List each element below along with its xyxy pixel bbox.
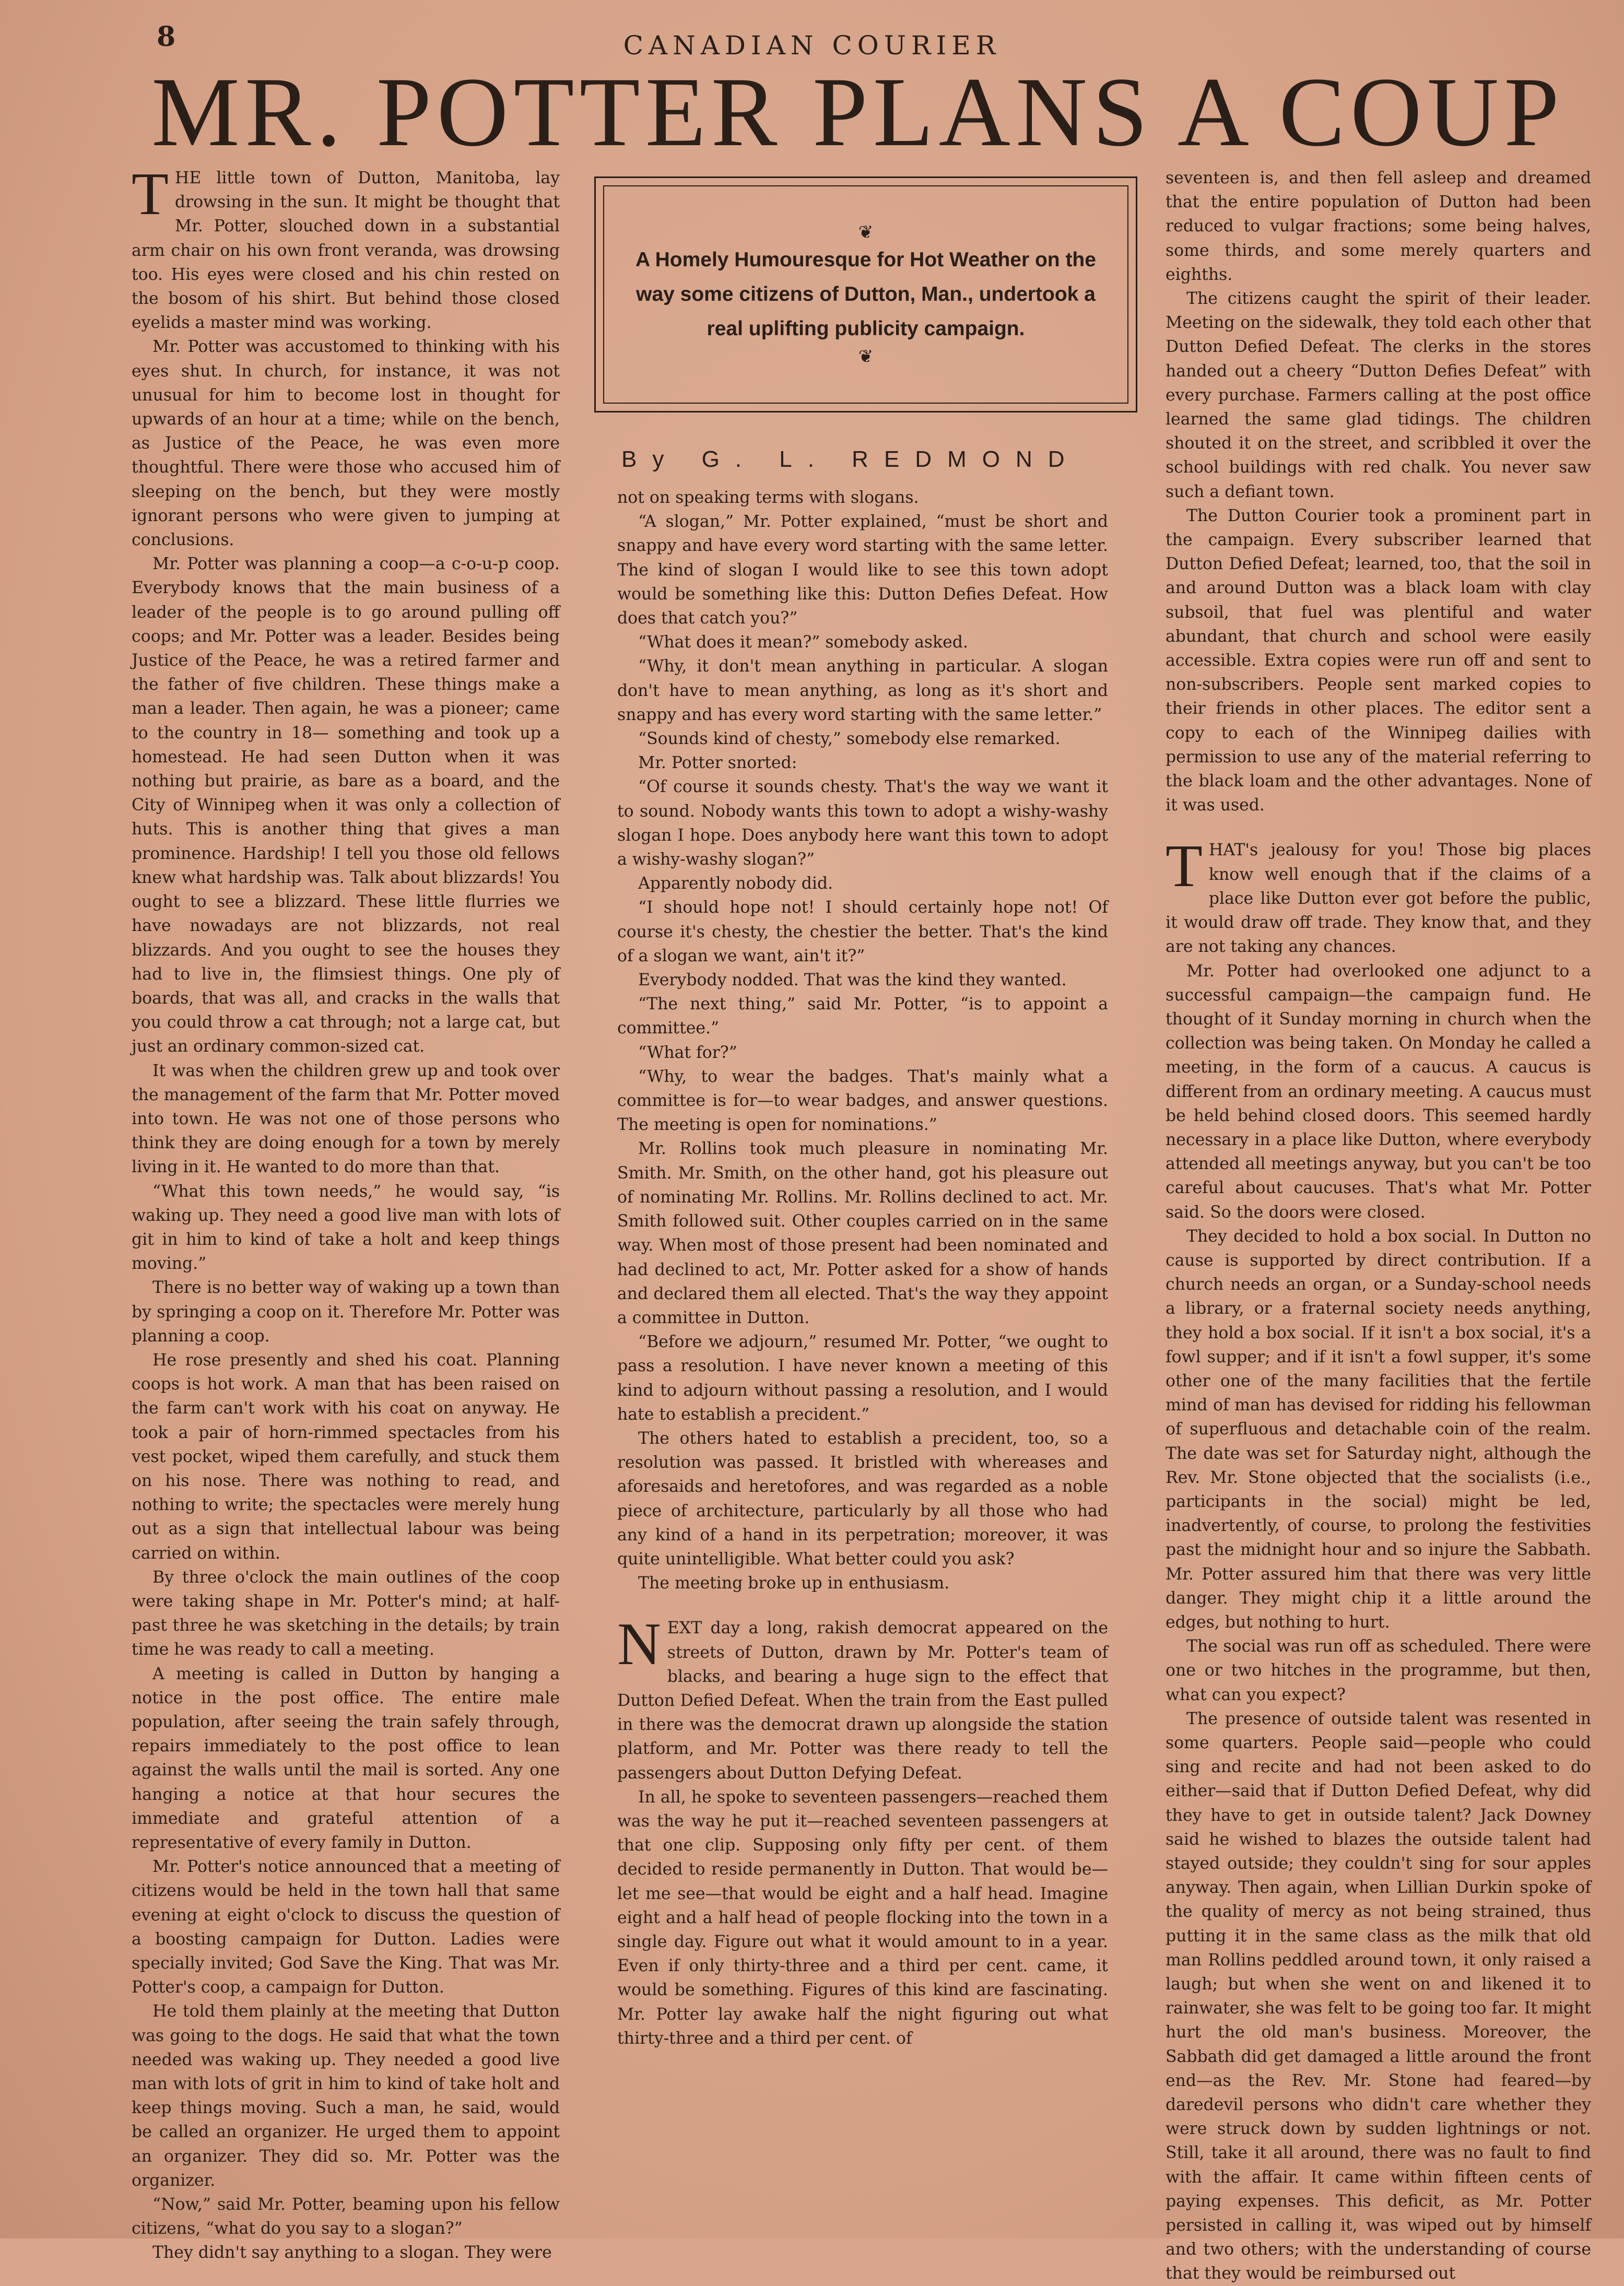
paragraph: Mr. Potter was accustomed to thinking with his eyes shut. In church, for instance, it was not unusual for him to become lost in thought for upwards of an hour at a time; while on the bench, as Justice of the Peace, he was even more thoughtful. There were those who accused him of sleeping on the bench, but they were mostly ignorant persons who were given to jumping at conclusions. bbox=[132, 337, 560, 550]
paragraph: not on speaking terms with slogans. bbox=[617, 488, 919, 507]
paragraph: By three o'clock the main outlines of the coop were taking shape in Mr. Potter's mind; at half-past three he was sketching in the details; by train time he was ready to call a meeting. bbox=[132, 1568, 560, 1659]
paragraph: “Sounds kind of chesty,” somebody else remarked. bbox=[638, 729, 1061, 749]
paragraph: THAT's jealousy for you! Those big places know well enough that if the claims of a place like Dutton ever got before the public, it would draw off trade. They know that, and they are not taking any chances. bbox=[1166, 833, 1591, 957]
paragraph: Mr. Potter had overlooked one adjunct to a successful campaign—the campaign fund. He thought of it Sunday morning in church when the collection was being taken. On Monday he called a meeting, in the form of a caucus. A caucus is different from an ordinary meeting. A caucus must be held behind closed doors. This seemed hardly necessary in a place like Dutton, where everybody attended all meetings anyway, but you can't be too careful about caucuses. That's what Mr. Potter said. So the doors were closed. bbox=[1166, 961, 1591, 1222]
paragraph: He told them plainly at the meeting that Dutton was going to the dogs. He said that what the town needed was waking up. They needed a good live man with lots of grit in him to kind of take holt and keep things moving. Such a man, he said, would be called an organizer. He urged them to appoint an organizer. They did so. Mr. Potter was the organizer. bbox=[132, 2002, 560, 2190]
paragraph: Mr. Potter snorted: bbox=[638, 753, 797, 773]
paragraph: NEXT day a long, rakish democrat appeared on the streets of Dutton, drawn by Mr. Potter's team of blacks, and bearing a huge sign to the effect that Dutton Defied Defeat. When the train from the East pulled in there was the democrat drawn up alongside the station platform, and Mr. Potter was there ready to tell the passengers about Dutton Defying Defeat. bbox=[617, 1611, 1108, 1783]
paragraph: In all, he spoke to seventeen passengers—reached them was the way he put it—reached seventeen passengers at that one clip. Supposing only fifty per cent. of them decided to reside permanently in Dutton. That would be—let me see—that would be eight and a half head. Imagine eight and a half head of people flocking into the town in a single day. Figure out what it would amount to in a year. Even if only thirty-three and a third per cent. came, it would be something. Figures of this kind are fascinating. Mr. Potter lay awake half the night figuring out what thirty-three and a third per cent. of bbox=[617, 1787, 1108, 2048]
paragraph: The others hated to establish a precident, too, so a resolution was passed. It bristled with whereases and aforesaids and heretofores, and was regarded as a noble piece of architecture, particularly by all those who had any kind of a hand in its perpetration; moreover, it was quite unintelligible. What better could you ask? bbox=[617, 1429, 1108, 1569]
column-1 bbox=[132, 161, 560, 2263]
paragraph: It was when the children grew up and took over the management of the farm that Mr. Potter moved into town. He was not one of those persons who think they are doing enough for a town by merely living in it. He wanted to do more than that. bbox=[132, 1061, 560, 1177]
paragraph: “Now,” said Mr. Potter, beaming upon his fellow citizens, “what do you say to a slogan?” bbox=[132, 2195, 560, 2238]
paragraph: Mr. Rollins took much pleasure in nominating Mr. Smith. Mr. Smith, on the other hand, got his pleasure out of nominating Mr. Rollins. Mr. Rollins declined to act. Mr. Smith followed suit. Other couples carried on in the same way. When most of those present had been nominated and had declined to act, Mr. Potter asked for a show of hands and declared them all elected. That's the way they appoint a committee in Dutton. bbox=[617, 1139, 1108, 1327]
paragraph: “What for?” bbox=[638, 1043, 737, 1062]
paragraph: “Before we adjourn,” resumed Mr. Potter, “we ought to pass a resolution. I have never known a meeting of this kind to adjourn without passing a resolution, and I would hate to establish a precident.” bbox=[617, 1333, 1108, 1424]
column-2 bbox=[617, 486, 1108, 2240]
drop-cap: N bbox=[617, 1611, 661, 1678]
standfirst-box-inner bbox=[603, 185, 1128, 404]
section-break bbox=[1166, 817, 1591, 838]
paragraph: Mr. Potter's notice announced that a meeting of citizens would be held in the town hall that same evening at eight o'clock to discuss the question of a boosting campaign for Dutton. Ladies were specially invited; God Save the King. That was Mr. Potter's coop, a campaign for Dutton. bbox=[132, 1857, 560, 1997]
article-headline: MR. POTTER PLANS A COUP bbox=[151, 57, 1564, 167]
paragraph: “I should hope not! I should certainly hope not! Of course it's chesty, the chestier the better. That's the kind of a slogan we want, ain't it?” bbox=[617, 898, 1108, 965]
paragraph: “Why, it don't mean anything in particular. A slogan don't have to mean anything, as long as it's short and snappy and has every word starting with the same letter.” bbox=[617, 657, 1108, 724]
drop-cap: T bbox=[1166, 833, 1203, 900]
section-break bbox=[617, 1595, 1108, 1616]
standfirst-box bbox=[594, 176, 1137, 413]
paragraph: The citizens caught the spirit of their leader. Meeting on the sidewalk, they told each other that Dutton Defied Defeat. The clerks in the stores handed out a cheery “Dutton Defies Defeat” with every purchase. Farmers calling at the post office learned the same glad tidings. The children shouted it on the street, and scribbled it over the school buildings with red chalk. You never saw such a defiant town. bbox=[1166, 289, 1591, 501]
ornament-icon: ❦ bbox=[858, 346, 874, 367]
paragraph: Mr. Potter was planning a coop—a c-o-u-p coop. Everybody knows that the main business of a leader of the people is to go around pulling off coops; and Mr. Potter was a leader. Besides being Justice of the Peace, he was a retired farmer and the father of five children. These things make a man a leader. Then again, he was a pioneer; came to the country in 18— something and took up a homestead. He had seen Dutton when it was nothing but prairie, as bare as a board, and the City of Winnipeg when it was only a collection of huts. This is another thing that gives a man prominence. Hardship! I tell you those old fellows knew what hardship was. Talk about blizzards! You ought to see a blizzard. These little flurries we have nowadays are not blizzards, not real blizzards. And you ought to see the houses they had to live in, the flimsiest things. One ply of boards, that was all, and cracks in the walls that you could throw a cat through; not a large cat, but just an ordinary common-sized cat. bbox=[132, 555, 560, 1056]
paragraph: “A slogan,” Mr. Potter explained, “must be short and snappy and have every word starting with the same letter. The kind of slogan I would like to see this town adopt would be something like this: Dutton Defies Defeat. How does that catch you?” bbox=[617, 512, 1108, 628]
paragraph: “The next thing,” said Mr. Potter, “is to appoint a committee.” bbox=[617, 995, 1108, 1038]
page-number: 8 bbox=[157, 21, 176, 53]
paragraph: “Of course it sounds chesty. That's the way we want it to sound. Nobody wants this town to adopt a wishy-washy slogan I hope. Does anybody here want this town to adopt a wishy-washy slogan?” bbox=[617, 777, 1108, 869]
paragraph: They didn't say anything to a slogan. They were bbox=[152, 2243, 552, 2263]
standfirst-text: A Homely Humouresque for Hot Weather on the way some citizens of Dutton, Man., undertook a real uplifting publicity campaign. bbox=[636, 249, 1096, 340]
paragraph: There is no better way of waking up a town than by springing a coop on it. Therefore Mr. Potter was planning a coop. bbox=[132, 1278, 560, 1346]
paragraph: He rose presently and shed his coat. Planning coops is hot work. A man that has been raised on the farm can't work with his coat on anyway. He took a pair of horn-rimmed spectacles from his vest pocket, wiped them carefully, and stuck them on his nose. There was nothing to read, and nothing to write; the spectacles were merely hung out as a sign that intellectual labour was being carried on within. bbox=[132, 1350, 560, 1563]
paragraph: The Dutton Courier took a prominent part in the campaign. Every subscriber learned that Dutton Defied Defeat; learned, too, that the soil in and around Dutton was a black loam with clay subsoil, that fuel was plentiful and water abundant, that church and school were easily accessible. Extra copies were run off and sent to non-subscribers. People sent marked copies to their friends in other places. The editor sent a copy to each of the Winnipeg dailies with permission to use any of the material referring to the black loam and the other advantages. None of it was used. bbox=[1166, 506, 1591, 815]
paragraph: “What does it mean?” somebody asked. bbox=[638, 633, 968, 652]
column-3 bbox=[1166, 166, 1591, 2283]
drop-cap: T bbox=[132, 161, 169, 228]
paragraph: A meeting is called in Dutton by hanging a notice in the post office. The entire male population, after seeing the train safely through, repairs immediately to the post office to lean against the walls until the mail is sorted. Any one hanging a notice at that hour secures the immediate and grateful attention of a representative of every family in Dutton. bbox=[132, 1664, 560, 1853]
paragraph: seventeen is, and then fell asleep and dreamed that the entire population of Dutton had been reduced to vulgar fractions; some being halves, some thirds, and some merely quarters and eighths. bbox=[1166, 169, 1591, 284]
ornament-icon: ❦ bbox=[858, 222, 874, 243]
paragraph: The social was run off as scheduled. There were one or two hitches in the programme, but then, what can you expect? bbox=[1166, 1637, 1591, 1704]
paragraph: The meeting broke up in enthusiasm. bbox=[638, 1574, 950, 1593]
paragraph: They decided to hold a box social. In Dutton no cause is supported by direct contribution. If a church needs an organ, or a Sunday-school needs a library, or a fraternal society needs anything, they hold a box social. If it isn't a box social, it's a fowl supper; and if it isn't a fowl supper, it's some other one of the many facilities that the fertile mind of man has devised for ridding his fellowman of superfluous and detachable coin of the realm. The date was set for Saturday night, although the Rev. Mr. Stone objected that the socialists (i.e., participants in the social) might be led, inadvertently, of course, to prolong the festivities past the midnight hour and so injure the Sabbath. Mr. Potter assured him that there was very little danger. They might chip it a little around the edges, but nothing to hurt. bbox=[1166, 1227, 1591, 1632]
paragraph: The presence of outside talent was resented in some quarters. People said—people who could sing and recite and had not been asked to do either—said that if Dutton Defied Defeat, why did they have to get in outside talent? Jack Downey said he wished to blazes the outside talent had stayed outside; they couldn't sing for sour apples anyway. Then again, when Lillian Durkin spoke of the quality of mercy as not being strained, thus putting it in the same class as the milk that old man Rollins peddled around town, it only raised a laugh; but when she went on and likened it to rainwater, she was felt to be going too far. It might hurt the old man's business. Moreover, the Sabbath did get damaged a little around the front end—as the Rev. Mr. Stone had feared—by daredevil persons who didn't care whether they were struck down by sudden lightnings or not. Still, take it all around, there was no fault to find with the affair. It came within fifteen cents of paying expenses. This deficit, as Mr. Potter persisted in calling it, was wiped out by himself and two others; with the understanding of course that they would be reimbursed out bbox=[1166, 1709, 1591, 2283]
paragraph: “Why, to wear the badges. That's mainly what a committee is for—to wear badges, and answer questions. The meeting is open for nominations.” bbox=[617, 1067, 1108, 1135]
byline: By G. L. REDMOND bbox=[621, 446, 1080, 472]
paragraph: Apparently nobody did. bbox=[638, 874, 833, 893]
running-head: CANADIAN COURIER bbox=[623, 30, 1001, 61]
paragraph: THE little town of Dutton, Manitoba, lay drowsing in the sun. It might be thought that Mr. Potter, slouched down in a substantial arm chair on his own front veranda, was drowsing too. His eyes were closed and his chin rested on the bosom of his shirt. But behind those closed eyelids a master mind was working. bbox=[132, 161, 560, 333]
paragraph: “What this town needs,” he would say, “is waking up. They need a good live man with lots of git in him to kind of take a holt and keep things moving.” bbox=[132, 1182, 560, 1274]
paragraph: Everybody nodded. That was the kind they wanted. bbox=[638, 971, 1067, 990]
